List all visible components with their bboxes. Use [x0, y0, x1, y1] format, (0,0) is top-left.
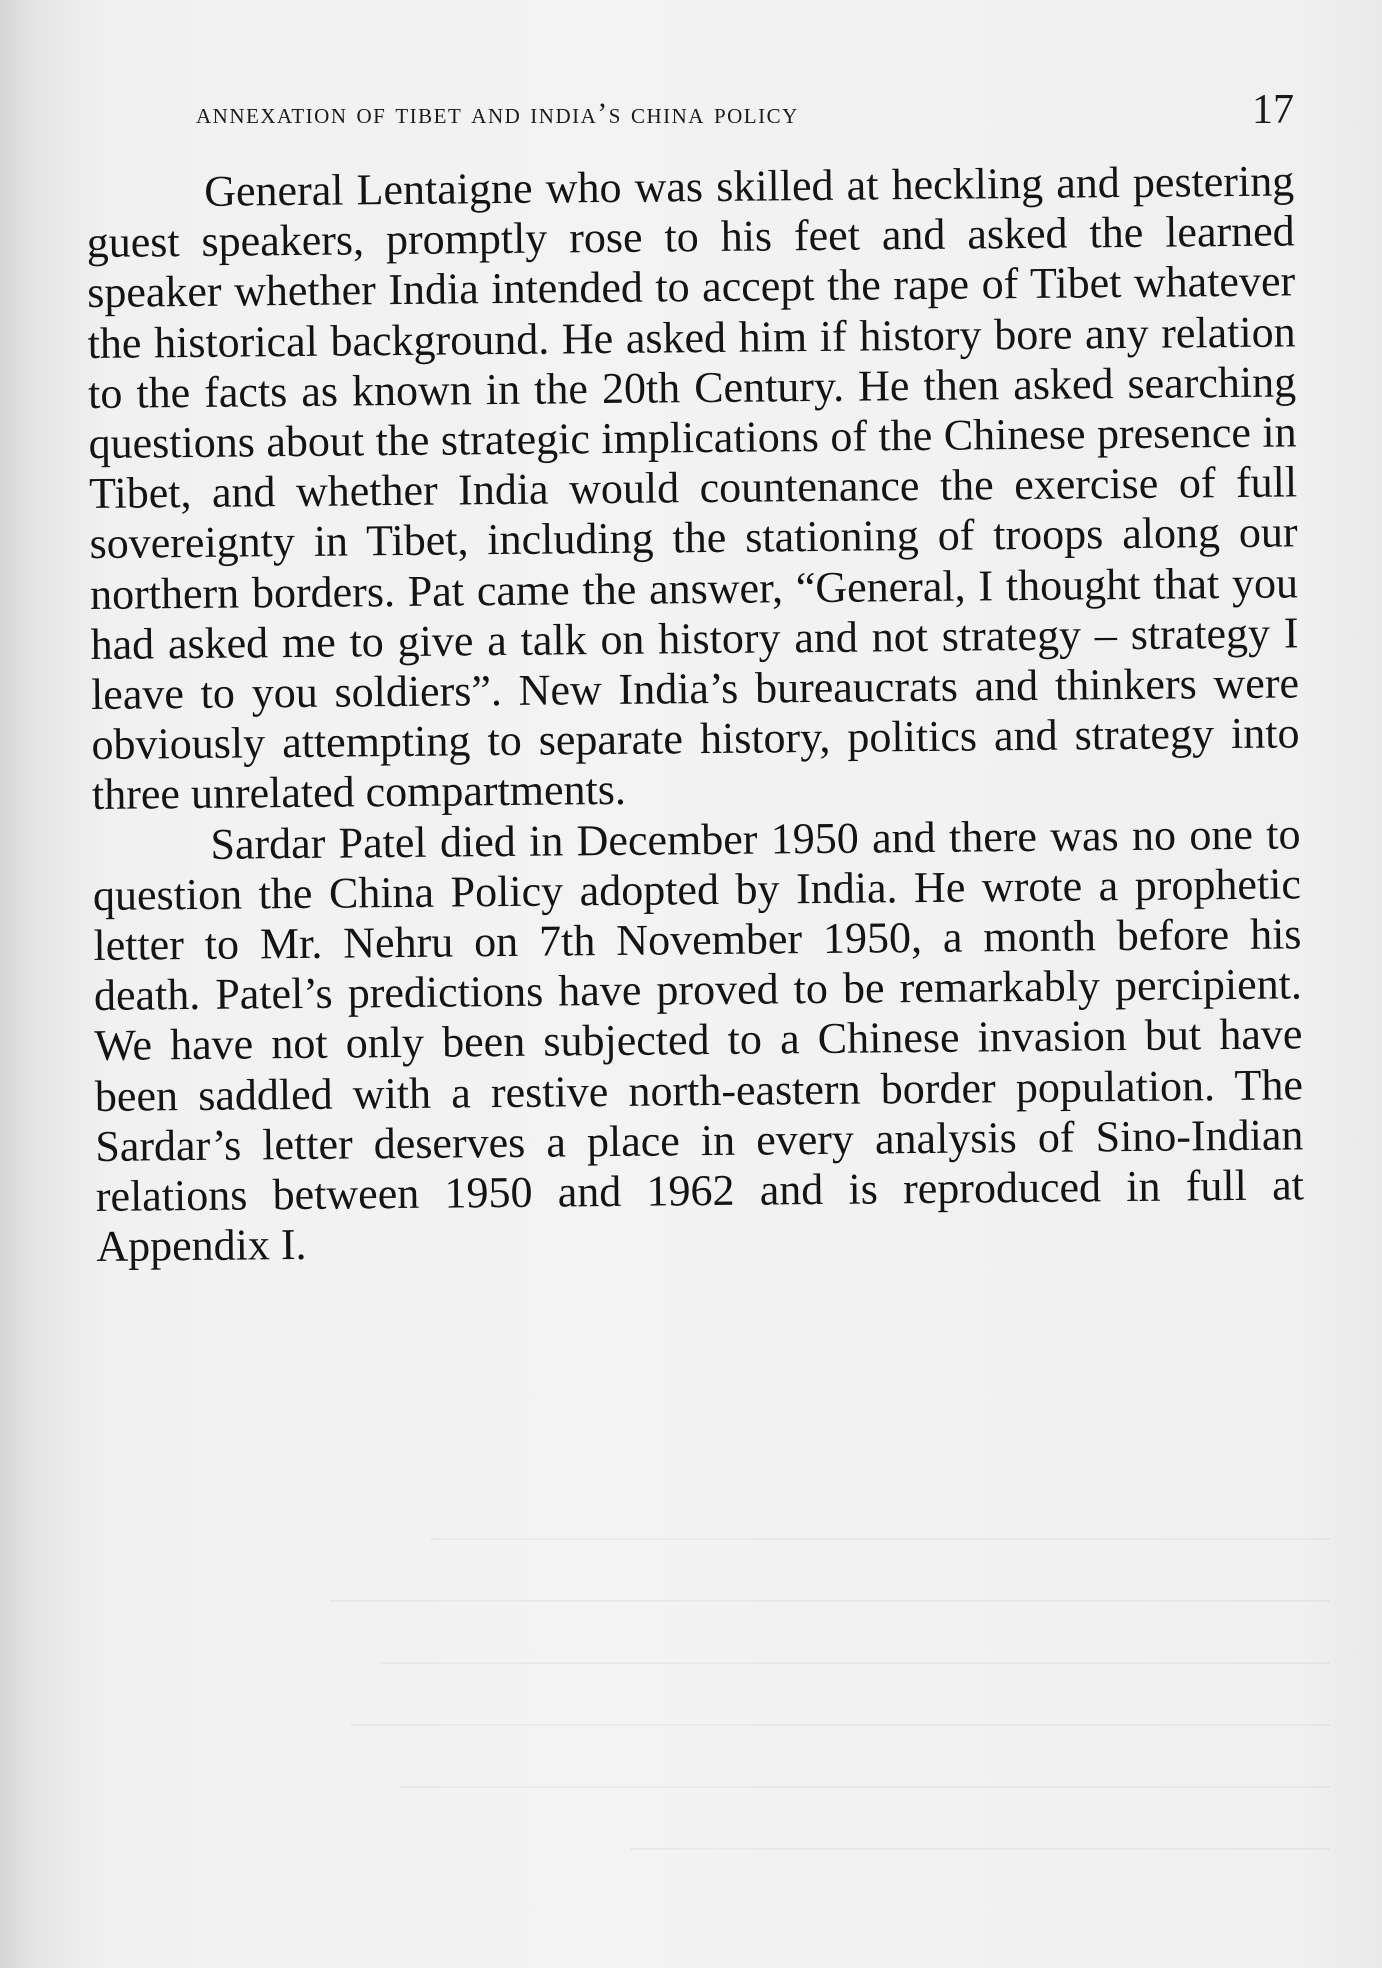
paragraph-lentaigne: General Lentaigne who was skilled at heckling and pestering guest speakers, promptly rose to his feet and asked the learned speaker whether India intended to accept the rape of Tibet whatever the historical background. He asked him if history bore any relation to the facts as known in the 20th Century. He then asked searching questions about the strategic implications of the Chinese presence in Tibet, and whether India would countenance the exercise of full sovereignty in Tibet, including the stationing of troops along our northern borders. Pat came the answer, “General, I thought that you had asked me to give a talk on history and not strategy – strategy I leave to you soldiers”. New India’s bureaucrats and thinkers were obviously attempting to separate history, politics and strategy into three unrelated compartments.	[86, 156, 1300, 820]
page-number: 17	[1252, 87, 1294, 133]
running-head	[196, 86, 1294, 134]
running-title: annexation of tibet and india’s china policy	[196, 97, 799, 130]
body-text	[86, 156, 1305, 1272]
paragraph-sardar-patel: Sardar Patel died in December 1950 and there was no one to question the China Policy adopted by India. He wrote a prophetic letter to Mr. Nehru on 7th November 1950, a month before his death. Patel’s predictions have proved to be remarkably percipient. We have not only been subjected to a Chinese invasion but have been saddled with a restive north-eastern border population. The Sardar’s letter deserves a place in every analysis of Sino-Indian relations between 1950 and 1962 and is reproduced in full at Appendix I.	[92, 809, 1305, 1272]
bleed-through-shadow	[230, 1538, 1330, 1870]
